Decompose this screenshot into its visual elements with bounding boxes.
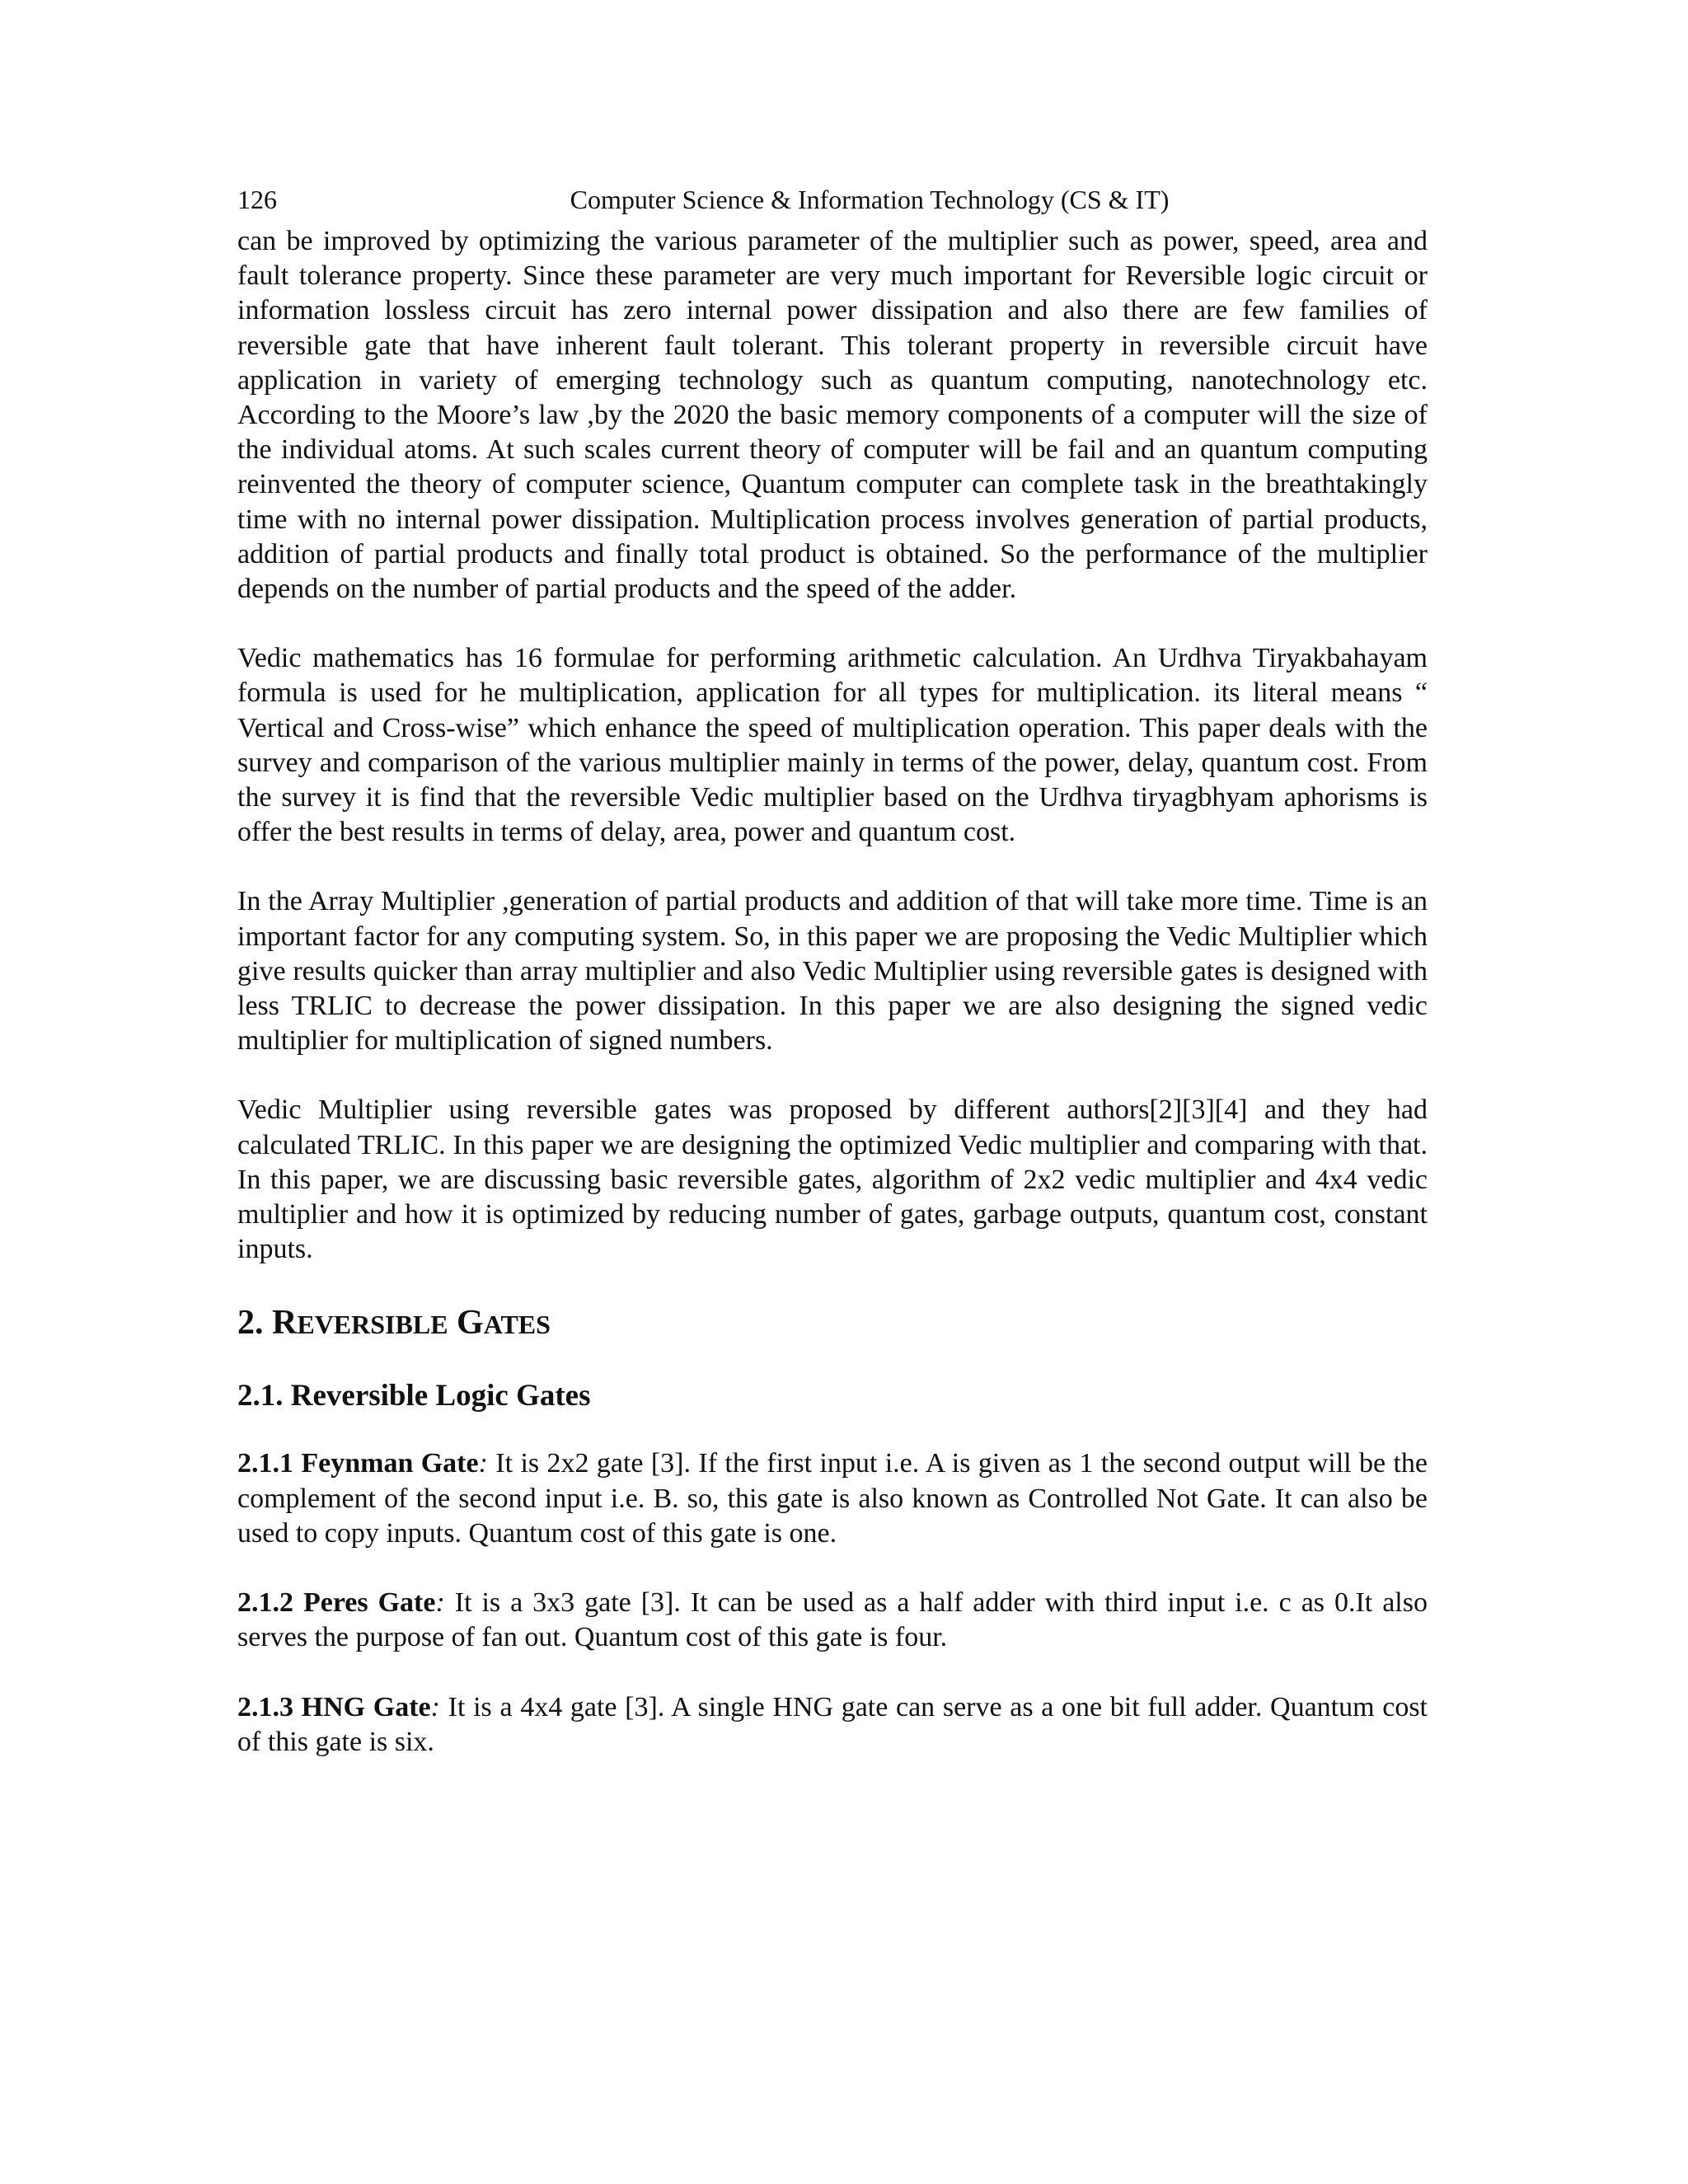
gate-paragraph-peres [237,1586,1428,1655]
subsection-heading-reversible-logic-gates: 2.1. Reversible Logic Gates [237,1379,591,1413]
gate-title-peres: 2.1.2 Peres Gate [237,1587,436,1619]
gate-text-peres: It is a 3x3 gate [3]. It can be used as a half adder with third input i.e. c as 0.It also serves the purpose of fan out. Quantum cost of this gate is four. [237,1587,1428,1653]
journal-title: Computer Science & Information Technology (CS & IT) [570,185,1170,214]
running-header [237,183,1428,224]
gate-colon-peres: : [435,1587,445,1619]
gate-colon-feynman: : [478,1448,488,1479]
section-title-rest-1: EVERSIBLE [297,1310,448,1340]
body-paragraph-1: can be improved by optimizing the various parameter of the multiplier such as power, speed, area and fault tolerance property. Since these parameter are very much important for Reversible logic circuit or information lossless circuit has zero internal power dissipation and also there are few families of reversible gate that have inherent fault tolerant. This tolerant property in reversible circuit have application in variety of emerging technology such as quantum computing, nanotechnology etc. According to the Moore’s law ,by the 2020 the basic memory components of a computer will the size of the individual atoms. At such scales current theory of computer will be fail and an quantum computing reinvented the theory of computer science, Quantum computer can complete task in the breathtakingly time with no internal power dissipation. Multiplication process involves generation of partial products, addition of partial products and finally total product is obtained. So the performance of the multiplier depends on the number of partial products and the speed of the adder. [237,226,1428,605]
section-heading-reversible-gates [237,1301,1428,1346]
gate-title-hng: 2.1.3 HNG Gate [237,1691,431,1722]
section-title-cap-g: G [457,1304,484,1343]
body-paragraph-2: Vedic mathematics has 16 formulae for performing arithmetic calculation. An Urdhva Tiryakbahayam formula is used for he multiplication, application for all types for multiplication. its literal means “ Vertical and Cross-wise” which enhance the speed of multiplication operation. This paper deals with the survey and comparison of the various multiplier mainly in terms of the power, delay, quantum cost. From the survey it is find that the reversible Vedic multiplier based on the Urdhva tiryagbhyam aphorisms is offer the best results in terms of delay, area, power and quantum cost. [237,643,1428,848]
body-paragraph-4: Vedic Multiplier using reversible gates was proposed by different authors[2][3][4] and they had calculated TRLIC. In this paper we are designing the optimized Vedic multiplier and comparing with that. In this paper, we are discussing basic reversible gates, algorithm of 2x2 vedic multiplier and 4x4 vedic multiplier and how it is optimized by reducing number of gates, garbage outputs, quantum cost, constant inputs. [237,1094,1428,1265]
gate-paragraph-hng [237,1690,1428,1760]
page-content [237,183,1428,1760]
section-number: 2. [237,1304,264,1343]
page-number: 126 [237,185,277,214]
body-paragraph-3: In the Array Multiplier ,generation of partial products and addition of that will take more time. Time is an important factor for any computing system. So, in this paper we are proposing the Vedic Multiplier which give results quicker than array multiplier and also Vedic Multiplier using reversible gates is designed with less TRLIC to decrease the power dissipation. In this paper we are also designing the signed vedic multiplier for multiplication of signed numbers. [237,886,1428,1057]
gate-colon-hng: : [430,1691,440,1722]
gate-paragraph-feynman [237,1446,1428,1551]
section-title-rest-2: ATES [483,1310,551,1340]
gate-text-feynman: It is 2x2 gate [3]. If the first input i.e. A is given as 1 the second output will be the complement of the second input i.e. B. so, this gate is also known as Controlled Not Gate. It can also be used to copy inputs. Quantum cost of this gate is one. [237,1448,1428,1549]
gate-text-hng: It is a 4x4 gate [3]. A single HNG gate can serve as a one bit full adder. Quantum cost of this gate is six. [237,1691,1428,1757]
section-title-cap-r: R [272,1304,298,1343]
gate-title-feynman: 2.1.1 Feynman Gate [237,1448,479,1479]
